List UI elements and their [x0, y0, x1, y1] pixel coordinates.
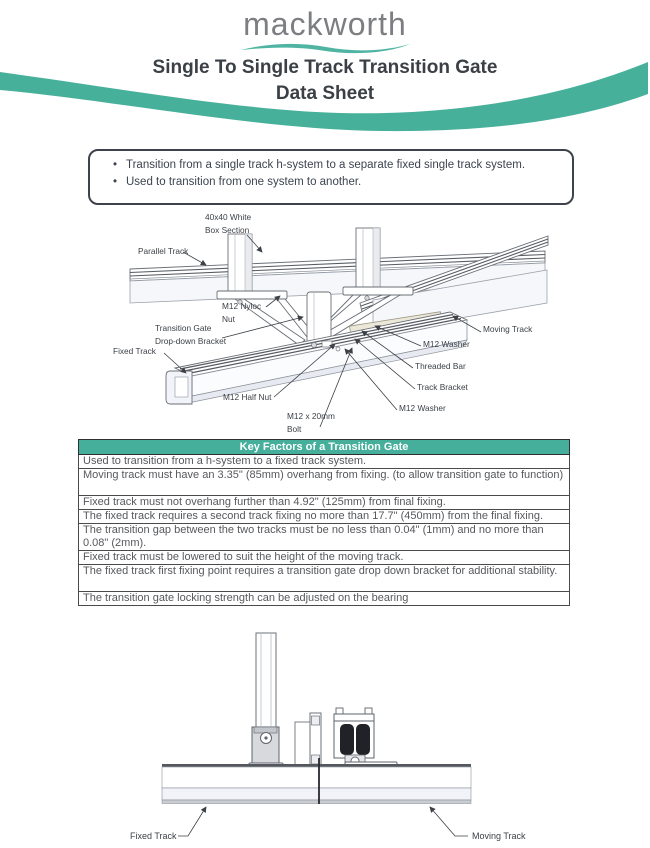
bullet-icon: • [112, 176, 118, 188]
table-row: The fixed track first fixing point requires a transition gate drop down bracket for additional stability. [78, 565, 570, 592]
label-box-section-2: Box Section [205, 225, 250, 235]
box-section-post-graphic [256, 633, 276, 727]
label-threaded-bar: Threaded Bar [415, 361, 466, 371]
intro-bullet-2 [104, 174, 566, 191]
table-header: Key Factors of a Transition Gate [78, 439, 570, 455]
left-base-plate-graphic [217, 291, 287, 299]
transition-gate-side-view-diagram [100, 628, 560, 848]
table-row: The transition gate locking strength can be adjusted on the bearing [78, 592, 570, 606]
key-factors-table [78, 439, 570, 606]
label-parallel-track: Parallel Track [138, 246, 189, 256]
diagram2-leader-lines [178, 807, 468, 836]
label-fixed-track-side: Fixed Track [130, 831, 177, 841]
table-row: The fixed track requires a second track fixing no more than 17.7" (450mm) from the final fixing. [78, 510, 570, 524]
label-fixed-track: Fixed Track [113, 346, 156, 356]
trolley-graphic [334, 708, 374, 765]
label-half-nut: M12 Half Nut [223, 392, 272, 402]
label-box-section: 40x40 White [205, 212, 252, 222]
table-row: The transition gap between the two tracks must be no less than 0.04" (1mm) and no more than 0.08" (2mm). [78, 524, 570, 551]
label-bolt-2: Bolt [287, 424, 302, 434]
intro-bullet-2-text: Used to transition from one system to another. [126, 176, 362, 188]
label-washer-top: M12 Washer [423, 339, 470, 349]
intro-bullet-1 [104, 157, 566, 174]
label-dropdown-bracket-2: Drop-down Bracket [155, 336, 227, 346]
right-box-section-post [356, 228, 380, 289]
brand-logo: mackworth [243, 6, 407, 42]
label-track-bracket: Track Bracket [417, 382, 468, 392]
table-row: Fixed track must not overhang further than 4.92" (125mm) from final fixing. [78, 496, 570, 510]
table-row: Fixed track must be lowered to suit the height of the moving track. [78, 551, 570, 565]
label-nyloc-nut: M12 Nyloc [222, 301, 262, 311]
threaded-bar-graphic [307, 292, 331, 343]
page-title: Single To Single Track Transition Gate [152, 57, 498, 78]
label-nyloc-nut-2: Nut [222, 314, 235, 324]
intro-bullet-box [88, 149, 574, 205]
right-base-plate-graphic [343, 287, 413, 295]
label-moving-track-side: Moving Track [472, 831, 526, 841]
table-row: Used to transition from a h-system to a fixed track system. [78, 455, 570, 469]
label-dropdown-bracket: Transition Gate [155, 323, 212, 333]
roller-left [340, 724, 354, 755]
label-bolt: M12 x 20mm [287, 411, 335, 421]
post-bracket-graphic [252, 727, 279, 763]
table-row: Moving track must have an 3.35" (85mm) overhang from fixing. (to allow transition gate to function) [78, 469, 570, 496]
track-graphic [162, 758, 471, 804]
roller-right [356, 724, 370, 755]
intro-bullet-1-text: Transition from a single track h-system to a separate fixed single track system. [126, 159, 526, 171]
page-subtitle: Data Sheet [275, 83, 375, 104]
header-swoosh-graphic [0, 50, 650, 145]
label-moving-track: Moving Track [483, 324, 533, 334]
bullet-icon: • [112, 159, 118, 171]
transition-gate-isometric-diagram [95, 208, 555, 440]
label-washer-bottom: M12 Washer [399, 403, 446, 413]
left-box-section-post [228, 234, 252, 293]
